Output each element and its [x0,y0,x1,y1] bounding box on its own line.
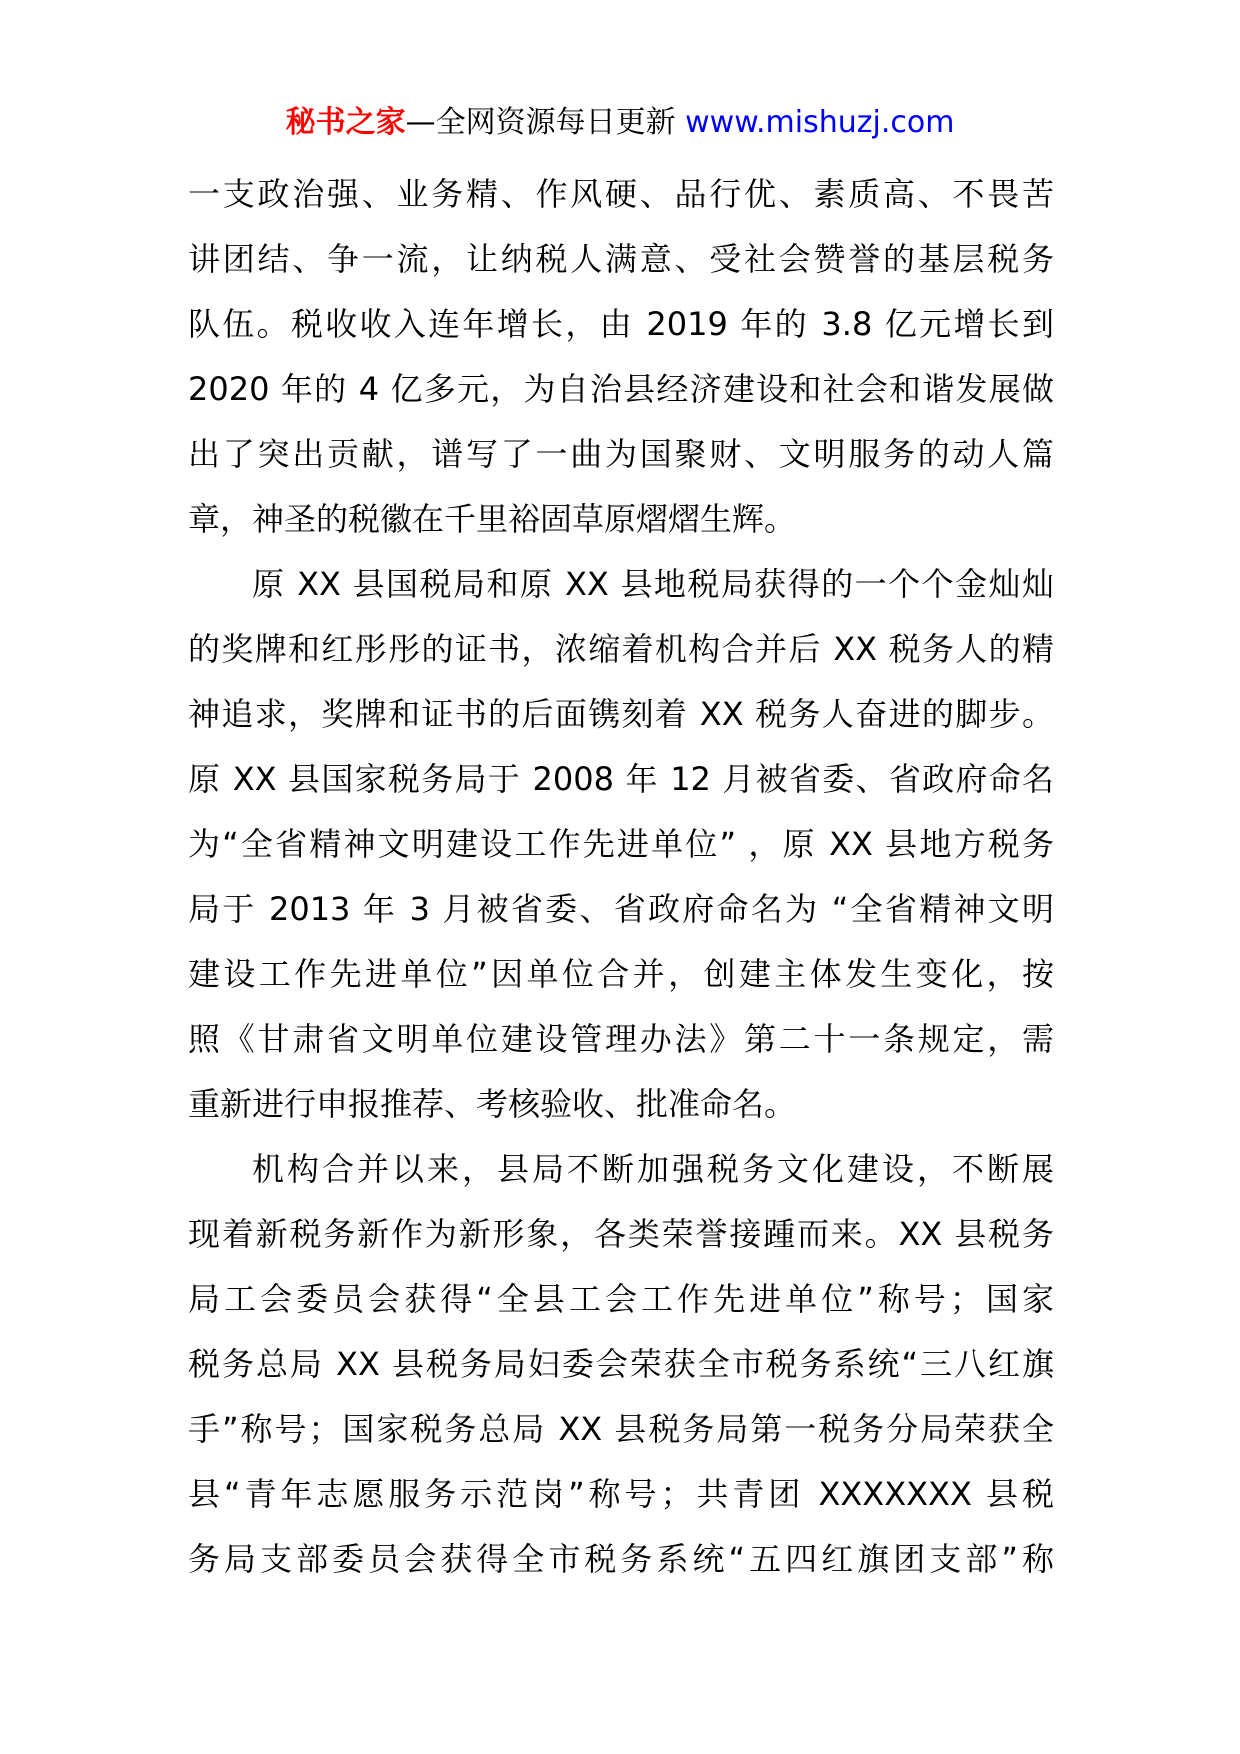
text-line: 建设工作先进单位”因单位合并，创建主体发生变化，按 [188,955,1054,993]
text-line: 局工会委员会获得“全县工会工作先进单位”称号；国家 [188,1280,1054,1318]
page-header [0,102,1240,144]
text-line: 2020 年的 4 亿多元，为自治县经济建设和社会和谐发展做 [188,370,1054,408]
text-line: 局于 2013 年 3 月被省委、省政府命名为 “全省精神文明 [188,890,1054,928]
header-tagline: —全网资源每日更新 [405,105,686,140]
text-line: 章，神圣的税徽在千里裕固草原熠熠生辉。 [188,500,797,538]
text-line: 的奖牌和红彤彤的证书，浓缩着机构合并后 XX 税务人的精 [188,630,1054,668]
text-line: 原 XX 县国税局和原 XX 县地税局获得的一个个金灿灿 [252,565,1054,603]
text-line: 照《甘肃省文明单位建设管理办法》第二十一条规定，需 [188,1020,1054,1058]
text-line: 现着新税务新作为新形象，各类荣誉接踵而来。XX 县税务 [188,1215,1054,1253]
text-line: 讲团结、争一流，让纳税人满意、受社会赞誉的基层税务 [188,240,1054,278]
text-line: 务局支部委员会获得全市税务系统“五四红旗团支部”称 [188,1540,1054,1578]
text-line: 机构合并以来，县局不断加强税务文化建设，不断展 [252,1150,1054,1188]
text-line: 神追求，奖牌和证书的后面镌刻着 XX 税务人奋进的脚步。 [188,695,1054,733]
text-line: 一支政治强、业务精、作风硬、品行优、素质高、不畏苦 [188,175,1054,213]
site-url-link[interactable]: www.mishuzj.com [685,105,955,140]
text-line: 原 XX 县国家税务局于 2008 年 12 月被省委、省政府命名 [188,760,1054,798]
text-line: 县“青年志愿服务示范岗”称号；共青团 XXXXXXX 县税 [188,1475,1054,1513]
text-line: 为“全省精神文明建设工作先进单位” ，原 XX 县地方税务 [188,825,1054,863]
text-line: 队伍。税收收入连年增长，由 2019 年的 3.8 亿元增长到 [188,305,1054,343]
text-line: 重新进行申报推荐、考核验收、批准命名。 [188,1085,797,1123]
text-line: 税务总局 XX 县税务局妇委会荣获全市税务系统“三八红旗 [188,1345,1054,1383]
brand-name: 秘书之家 [285,105,406,140]
text-line: 手”称号；国家税务总局 XX 县税务局第一税务分局荣获全 [188,1410,1054,1448]
document-body [188,162,1054,1592]
text-line: 出了突出贡献，谱写了一曲为国聚财、文明服务的动人篇 [188,435,1054,473]
